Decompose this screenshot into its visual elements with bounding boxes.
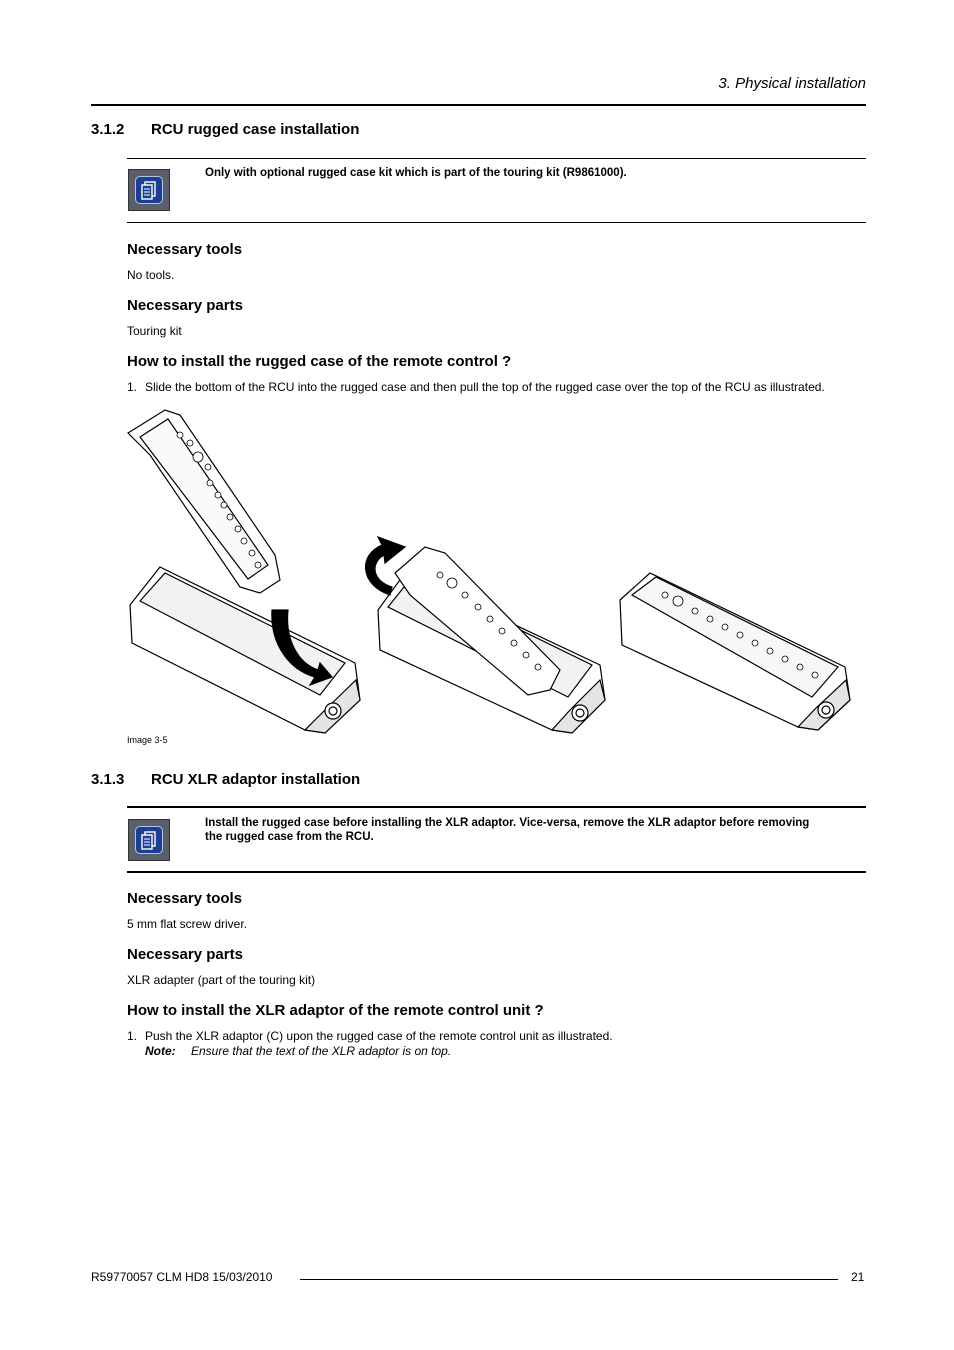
parts-text: Touring kit <box>127 324 182 338</box>
parts-text: XLR adapter (part of the touring kit) <box>127 973 316 987</box>
note-icon <box>128 819 170 861</box>
footer-page-number: 21 <box>851 1270 865 1284</box>
note-bottom-rule <box>127 222 866 223</box>
footer-rule <box>300 1279 838 1280</box>
chapter-header: 3. Physical installation <box>718 75 866 92</box>
howto-heading: How to install the XLR adaptor of the remote control unit ? <box>127 1002 544 1019</box>
step-text: Slide the bottom of the RCU into the rugged case and then pull the top of the rugged case over the top of the RCU as illustrated. <box>145 380 825 394</box>
section-title: RCU rugged case installation <box>151 121 360 138</box>
section-number: 3.1.3 <box>91 771 125 788</box>
parts-heading: Necessary parts <box>127 297 243 314</box>
note-body: Ensure that the text of the XLR adaptor is on top. <box>191 1044 452 1058</box>
note-bottom-rule <box>127 871 866 873</box>
step-number: 1. <box>127 1029 138 1043</box>
footer-doc-ref: R59770057 CLM HD8 15/03/2010 <box>91 1270 273 1284</box>
tools-heading: Necessary tools <box>127 241 243 258</box>
section-number: 3.1.2 <box>91 121 125 138</box>
note-icon <box>128 169 170 211</box>
image-caption: Image 3-5 <box>127 735 168 745</box>
step-text: Push the XLR adaptor (C) upon the rugged case of the remote control unit as illustrated. <box>145 1029 613 1043</box>
section-title: RCU XLR adaptor installation <box>151 771 361 788</box>
note-label: Note: <box>145 1044 176 1058</box>
rugged-case-illustration <box>120 405 860 735</box>
parts-heading: Necessary parts <box>127 946 243 963</box>
tools-heading: Necessary tools <box>127 890 243 907</box>
header-rule <box>91 104 866 106</box>
howto-heading: How to install the rugged case of the remote control ? <box>127 353 512 370</box>
note-top-rule <box>127 806 866 808</box>
tools-text: No tools. <box>127 268 175 282</box>
note-top-rule <box>127 158 866 159</box>
note-text: Only with optional rugged case kit which is part of the touring kit (R9861000). <box>205 167 627 179</box>
note-text-line2: the rugged case from the RCU. <box>205 831 374 843</box>
step-number: 1. <box>127 380 138 394</box>
tools-text: 5 mm flat screw driver. <box>127 917 248 931</box>
note-text-line1: Install the rugged case before installing the XLR adaptor. Vice-versa, remove the XLR adaptor before removing <box>205 817 810 829</box>
